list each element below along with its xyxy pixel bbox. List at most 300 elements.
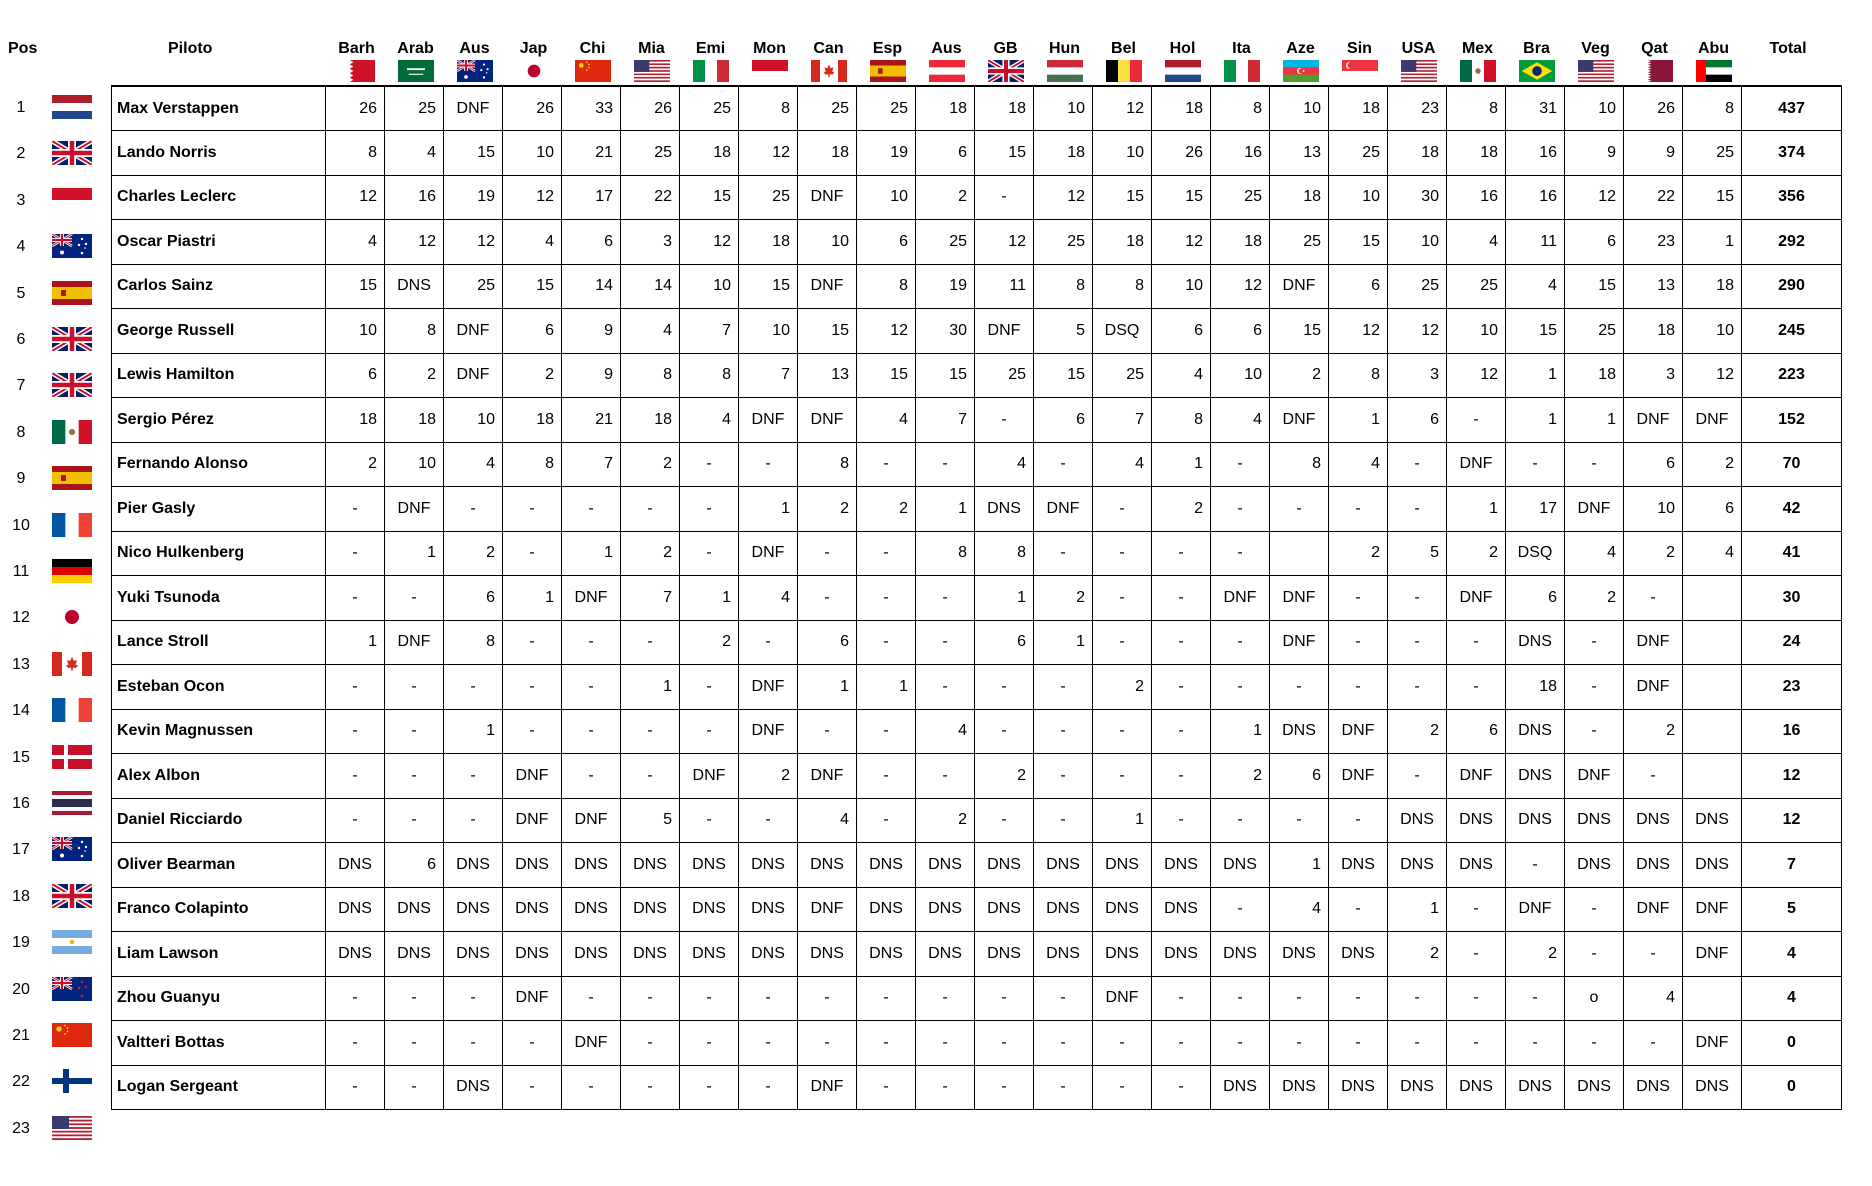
result-cell: DNS [1093,932,1152,977]
mexico-flag-icon [52,420,92,444]
result-cell: 12 [857,309,916,354]
total-points: 0 [1742,1065,1842,1110]
result-cell: 8 [1683,86,1742,131]
result-cell: - [503,487,562,532]
result-cell: 1 [1388,887,1447,932]
result-cell: 16 [1447,175,1506,220]
result-cell: - [916,576,975,621]
result-cell: - [1211,665,1270,710]
table-row [112,531,1842,576]
result-cell: 7 [680,309,739,354]
result-cell: 18 [1683,264,1742,309]
driver-name: Oliver Bearman [112,843,326,888]
result-cell: - [1152,798,1211,843]
result-cell: DNS [444,843,503,888]
result-cell: - [1034,976,1093,1021]
header-pilot: Piloto [168,40,213,57]
china-flag-icon [575,60,611,82]
result-cell [1683,620,1742,665]
result-cell: - [1447,665,1506,710]
result-cell: 1 [739,487,798,532]
result-cell: 6 [503,309,562,354]
result-cell: 14 [621,264,680,309]
result-cell: 26 [503,86,562,131]
result-cell: DNS [1683,798,1742,843]
result-cell: - [1565,442,1624,487]
result-cell: - [1211,1021,1270,1066]
result-cell: DNS [1388,843,1447,888]
total-points: 42 [1742,487,1842,532]
result-cell: - [1034,754,1093,799]
result-cell: 23 [1624,220,1683,265]
result-cell: - [739,1021,798,1066]
result-cell: DNS [739,887,798,932]
result-cell: 18 [1093,220,1152,265]
result-cell: - [1506,1021,1565,1066]
result-cell: 12 [739,131,798,176]
driver-name: Nico Hulkenberg [112,531,326,576]
result-cell: 13 [1270,131,1329,176]
japan-flag-icon [516,60,552,82]
position-number: 8 [16,423,26,441]
result-cell: 25 [1683,131,1742,176]
total-points: 4 [1742,932,1842,977]
header-total: Total [1769,40,1807,57]
result-cell: - [1329,487,1388,532]
result-cell: - [326,798,385,843]
table-row [112,353,1842,398]
result-cell: 18 [1565,353,1624,398]
result-cell: 8 [1270,442,1329,487]
result-cell: 15 [739,264,798,309]
driver-name: Carlos Sainz [112,264,326,309]
result-cell: DNS [1506,754,1565,799]
result-cell: 18 [798,131,857,176]
result-cell: 25 [857,86,916,131]
result-cell: 4 [326,220,385,265]
race-header-label: Hol [1169,40,1196,57]
result-cell: - [1270,976,1329,1021]
result-cell: 18 [975,86,1034,131]
italy-flag-icon [693,60,729,82]
table-row [112,264,1842,309]
total-points: 374 [1742,131,1842,176]
result-cell: - [326,487,385,532]
result-cell: - [1211,531,1270,576]
race-header [976,40,1035,82]
result-cell: DNS [562,932,621,977]
table-row [112,665,1842,710]
total-points: 24 [1742,620,1842,665]
race-header [1448,40,1507,82]
result-cell: - [1152,976,1211,1021]
result-cell: DNS [326,887,385,932]
race-header [1684,40,1743,82]
result-cell: 1 [1034,620,1093,665]
total-points: 4 [1742,976,1842,1021]
result-cell: 25 [798,86,857,131]
result-cell: 3 [1624,353,1683,398]
result-cell: 8 [1211,86,1270,131]
result-cell: 8 [798,442,857,487]
result-cell: - [680,1065,739,1110]
result-cell: 5 [1388,531,1447,576]
result-cell: - [1034,531,1093,576]
race-header-label: Qat [1641,40,1668,57]
result-cell: 6 [857,220,916,265]
result-cell: - [1506,843,1565,888]
result-cell: 8 [444,620,503,665]
result-cell: DNF [444,353,503,398]
result-cell: - [857,709,916,754]
table-row [112,798,1842,843]
spain-flag-icon [52,281,92,305]
result-cell: - [562,1065,621,1110]
total-points: 41 [1742,531,1842,576]
result-cell: 18 [1152,86,1211,131]
race-header [445,40,504,82]
race-header-label: Barh [338,40,375,57]
total-points: 23 [1742,665,1842,710]
result-cell: 10 [1093,131,1152,176]
result-cell: 10 [1270,86,1329,131]
result-cell: DNF [503,754,562,799]
result-cell: 1 [326,620,385,665]
race-header [858,40,917,82]
result-cell: DNF [1683,1021,1742,1066]
race-header-label: Bra [1523,40,1550,57]
result-cell: - [1270,1021,1329,1066]
result-cell: 31 [1506,86,1565,131]
result-cell: - [739,1065,798,1110]
result-cell: o [1565,976,1624,1021]
result-cell: 18 [385,398,444,443]
result-cell: 1 [1211,709,1270,754]
result-cell: DNS [857,932,916,977]
result-cell: - [1388,665,1447,710]
result-cell: 9 [1624,131,1683,176]
result-cell: - [503,1065,562,1110]
result-cell: DNF [1211,576,1270,621]
result-cell: DNF [739,709,798,754]
result-cell: DNF [975,309,1034,354]
result-cell: - [1565,1021,1624,1066]
result-cell: DNF [680,754,739,799]
result-cell: DNS [1211,843,1270,888]
result-cell: 2 [975,754,1034,799]
thailand-flag-icon [52,791,92,815]
total-points: 7 [1742,843,1842,888]
result-cell: 15 [680,175,739,220]
result-cell: DNS [975,487,1034,532]
result-cell: DNS [798,932,857,977]
result-cell: 15 [1093,175,1152,220]
result-cell: 1 [562,531,621,576]
result-cell: DNS [503,932,562,977]
result-cell: 8 [739,86,798,131]
race-header-label: Arab [397,40,434,57]
result-cell: - [1152,1021,1211,1066]
azerbaijan-flag-icon [1283,60,1319,82]
result-cell: - [1034,1065,1093,1110]
result-cell: - [857,754,916,799]
result-cell: - [975,709,1034,754]
result-cell: - [680,1021,739,1066]
result-cell: - [1329,976,1388,1021]
result-cell: - [621,1065,680,1110]
position-number: 1 [16,99,26,116]
result-cell: 4 [739,576,798,621]
result-cell: 10 [1683,309,1742,354]
result-cell: 6 [1506,576,1565,621]
result-cell: DNS [1270,709,1329,754]
result-cell: DNS [1506,709,1565,754]
result-cell: 1 [1270,843,1329,888]
result-cell: - [621,754,680,799]
result-cell: 7 [562,442,621,487]
result-cell: 1 [975,576,1034,621]
total-points: 16 [1742,709,1842,754]
result-cell: DNF [1329,754,1388,799]
result-cell: 4 [1506,264,1565,309]
total-points: 12 [1742,798,1842,843]
result-cell: DNS [1388,798,1447,843]
table-row [112,131,1842,176]
result-cell: - [621,620,680,665]
race-header [327,40,386,82]
result-cell: - [1034,442,1093,487]
result-cell: DNS [1270,1065,1329,1110]
canada-flag-icon [52,652,92,676]
result-cell: - [562,620,621,665]
driver-name: Fernando Alonso [112,442,326,487]
driver-name: Daniel Ricciardo [112,798,326,843]
result-cell: DNS [1624,1065,1683,1110]
brazil-flag-icon [1519,60,1555,82]
table-row [112,932,1842,977]
result-cell: DNS [680,843,739,888]
usa-flag-icon [52,1116,92,1140]
result-cell: 26 [326,86,385,131]
result-cell: DNF [1683,398,1742,443]
result-cell: DNS [444,932,503,977]
result-cell: 4 [621,309,680,354]
result-cell: 25 [1329,131,1388,176]
result-cell: 8 [385,309,444,354]
result-cell: 17 [1506,487,1565,532]
result-cell: DNS [1152,887,1211,932]
result-cell: 2 [1388,932,1447,977]
result-cell: DNS [680,887,739,932]
bahrain-flag-icon [339,60,375,82]
result-cell: 2 [1093,665,1152,710]
result-cell: - [975,398,1034,443]
result-cell: - [503,1021,562,1066]
result-cell: 12 [326,175,385,220]
result-cell: 10 [385,442,444,487]
driver-name: Pier Gasly [112,487,326,532]
result-cell: - [621,976,680,1021]
uk-flag-icon [52,327,92,351]
result-cell: - [562,976,621,1021]
result-cell [1270,531,1329,576]
result-cell: DNS [1506,1065,1565,1110]
table-row [112,487,1842,532]
position-number: 14 [12,702,30,720]
uk-flag-icon [988,60,1024,82]
result-cell: 18 [1211,220,1270,265]
result-cell: - [680,487,739,532]
standings-table [111,85,1842,1110]
position-number: 20 [12,980,30,998]
result-cell: DNF [798,264,857,309]
austria-flag-icon [929,60,965,82]
result-cell: 12 [1093,86,1152,131]
result-cell: 4 [1683,531,1742,576]
result-cell: 1 [1447,487,1506,532]
result-cell: - [1152,709,1211,754]
position-number: 22 [12,1073,30,1091]
result-cell: - [1152,1065,1211,1110]
result-cell: - [916,442,975,487]
japan-flag-icon [52,605,92,629]
result-cell: - [1034,709,1093,754]
result-cell: 9 [1565,131,1624,176]
result-cell: 2 [1152,487,1211,532]
result-cell: 4 [1447,220,1506,265]
result-cell: 26 [621,86,680,131]
race-header-label: Chi [579,40,606,57]
position-number: 7 [16,377,26,395]
driver-name: Franco Colapinto [112,887,326,932]
result-cell: DNS [621,843,680,888]
result-cell: 10 [1624,487,1683,532]
total-points: 12 [1742,754,1842,799]
result-cell: 18 [739,220,798,265]
result-cell: - [857,1065,916,1110]
position-number: 18 [12,887,30,905]
result-cell: 26 [1624,86,1683,131]
france-flag-icon [52,698,92,722]
table-row [112,442,1842,487]
result-cell: 22 [621,175,680,220]
netherlands-flag-icon [52,95,92,119]
result-cell: DNF [1624,887,1683,932]
result-cell: - [1270,665,1329,710]
result-cell: 9 [562,353,621,398]
result-cell: 15 [1683,175,1742,220]
result-cell: - [1093,576,1152,621]
result-cell: - [1329,665,1388,710]
result-cell: - [916,1065,975,1110]
result-cell: DNF [798,754,857,799]
hungary-flag-icon [1047,60,1083,82]
result-cell: - [326,531,385,576]
table-row [112,1021,1842,1066]
race-header [1507,40,1566,82]
result-cell: - [503,620,562,665]
result-cell: 4 [916,709,975,754]
result-cell: - [503,709,562,754]
race-header [1271,40,1330,82]
result-cell: - [1624,576,1683,621]
result-cell: DNS [798,843,857,888]
result-cell: - [1152,576,1211,621]
result-cell: DNF [1624,398,1683,443]
result-cell: DNF [798,175,857,220]
race-header [681,40,740,82]
result-cell: 6 [562,220,621,265]
result-cell: - [680,531,739,576]
result-cell: - [975,798,1034,843]
result-cell: 14 [562,264,621,309]
result-cell: 15 [798,309,857,354]
result-cell: 2 [1506,932,1565,977]
result-cell: DNS [1270,932,1329,977]
italy-flag-icon [1224,60,1260,82]
result-cell: 2 [1388,709,1447,754]
result-cell: - [1388,976,1447,1021]
result-cell: - [326,709,385,754]
driver-name: Oscar Piastri [112,220,326,265]
result-cell: 10 [326,309,385,354]
result-cell: 15 [1329,220,1388,265]
race-header-label: Bel [1111,40,1136,57]
position-number: 9 [16,470,26,488]
result-cell: DNS [1093,887,1152,932]
result-cell: DNF [562,1021,621,1066]
result-cell: 2 [1447,531,1506,576]
result-cell: DNF [1447,442,1506,487]
result-cell: DNF [739,665,798,710]
result-cell: - [798,576,857,621]
result-cell: 6 [1683,487,1742,532]
result-cell: - [1211,887,1270,932]
total-points: 30 [1742,576,1842,621]
result-cell: 12 [1683,353,1742,398]
result-cell: 18 [1506,665,1565,710]
result-cell: 17 [562,175,621,220]
result-cell: - [916,665,975,710]
result-cell: 4 [1329,442,1388,487]
race-header [1566,40,1625,82]
race-header-label: Mex [1461,40,1494,57]
position-number: 10 [12,516,30,534]
result-cell: 1 [1506,398,1565,443]
result-cell: DNF [444,86,503,131]
result-cell: 6 [1270,754,1329,799]
result-cell: 26 [1152,131,1211,176]
result-cell: 12 [1388,309,1447,354]
result-cell: - [857,442,916,487]
total-points: 152 [1742,398,1842,443]
race-header-label: Veg [1581,40,1610,57]
result-cell: - [1093,1021,1152,1066]
result-cell: 18 [326,398,385,443]
race-header-label: Ita [1232,40,1251,57]
result-cell: 12 [1034,175,1093,220]
result-cell: - [1093,531,1152,576]
result-cell: 19 [916,264,975,309]
result-cell: 4 [1211,398,1270,443]
result-cell: - [1565,887,1624,932]
table-row [112,887,1842,932]
result-cell: 6 [975,620,1034,665]
result-cell: 7 [916,398,975,443]
result-cell: 12 [680,220,739,265]
result-cell: 18 [1034,131,1093,176]
result-cell: - [857,620,916,665]
